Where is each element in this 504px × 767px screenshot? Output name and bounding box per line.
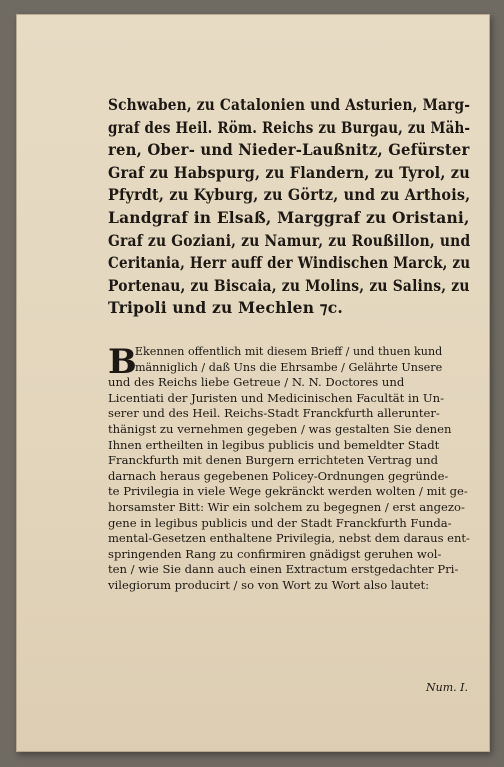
title-line: Pfyrdt, zu Kyburg, zu Görtz, und zu Arthois, — [108, 185, 471, 205]
title-line: ren, Ober- und Nieder-Laußnitz, Gefürster — [108, 140, 470, 160]
title-line: Landgraf in Elsaß, Marggraf zu Oristani, — [108, 207, 470, 227]
body-line: Ihnen ertheilten in legibus publicis und bemeldter Stadt — [108, 437, 440, 452]
body-line: Franckfurth mit denen Burgern errichteten Vertrag und — [108, 453, 439, 468]
body-line: vilegiorum producirt / so von Wort zu Wort also lautet: — [108, 577, 430, 592]
title-line: Graf zu Goziani, zu Namur, zu Roußillon, und — [108, 230, 471, 250]
body-line: darnach heraus gegebenen Policey-Ordnungen gegründe- — [108, 468, 449, 483]
catchword: Num. I. — [426, 681, 468, 694]
body-line: horsamster Bitt: Wir ein solchem zu begegnen / erst angezo- — [108, 499, 465, 514]
title-line: graf des Heil. Röm. Reichs zu Burgau, zu Mäh- — [108, 117, 471, 137]
title-line: Ceritania, Herr auff der Windischen Marck, zu — [108, 253, 471, 273]
body-line: Licentiati der Juristen und Medicinischen Facultät in Un- — [108, 390, 445, 405]
body-line: männiglich / daß Uns die Ehrsambe / Gelährte Unsere — [134, 359, 443, 374]
document-page — [16, 14, 490, 752]
document-body-text — [108, 344, 470, 594]
body-line: ten / wie Sie dann auch einen Extractum erstgedachter Pri- — [108, 562, 459, 577]
body-line: gene in legibus publicis und der Stadt Franckfurth Funda- — [108, 515, 452, 530]
body-line: thänigst zu vernehmen gegeben / was gestalten Sie denen — [108, 421, 452, 436]
bleed-through-text — [216, 634, 446, 674]
document-title-block — [108, 94, 470, 320]
title-line: Graf zu Habspurg, zu Flandern, zu Tyrol, zu — [108, 162, 470, 182]
title-line: Schwaben, zu Catalonien und Asturien, Marg- — [108, 95, 471, 114]
body-line: serer und des Heil. Reichs-Stadt Franckfurth allerunter- — [108, 406, 440, 421]
body-line: te Privilegia in viele Wege gekränckt werden wolten / mit ge- — [108, 484, 468, 499]
title-line: Portenau, zu Biscaia, zu Molins, zu Salins, zu — [108, 275, 470, 295]
body-line: Ekennen offentlich mit diesem Brieff / und thuen kund — [134, 344, 443, 358]
body-line: springenden Rang zu confirmiren gnädigst geruhen wol- — [108, 546, 442, 561]
drop-cap: B — [108, 342, 137, 382]
title-line: Tripoli und zu Mechlen ⁊c. — [108, 298, 343, 318]
body-line: mental-Gesetzen enthaltene Privilegia, nebst dem daraus ent- — [108, 531, 470, 546]
body-line: und des Reichs liebe Getreue / N. N. Doctores und — [108, 375, 405, 390]
